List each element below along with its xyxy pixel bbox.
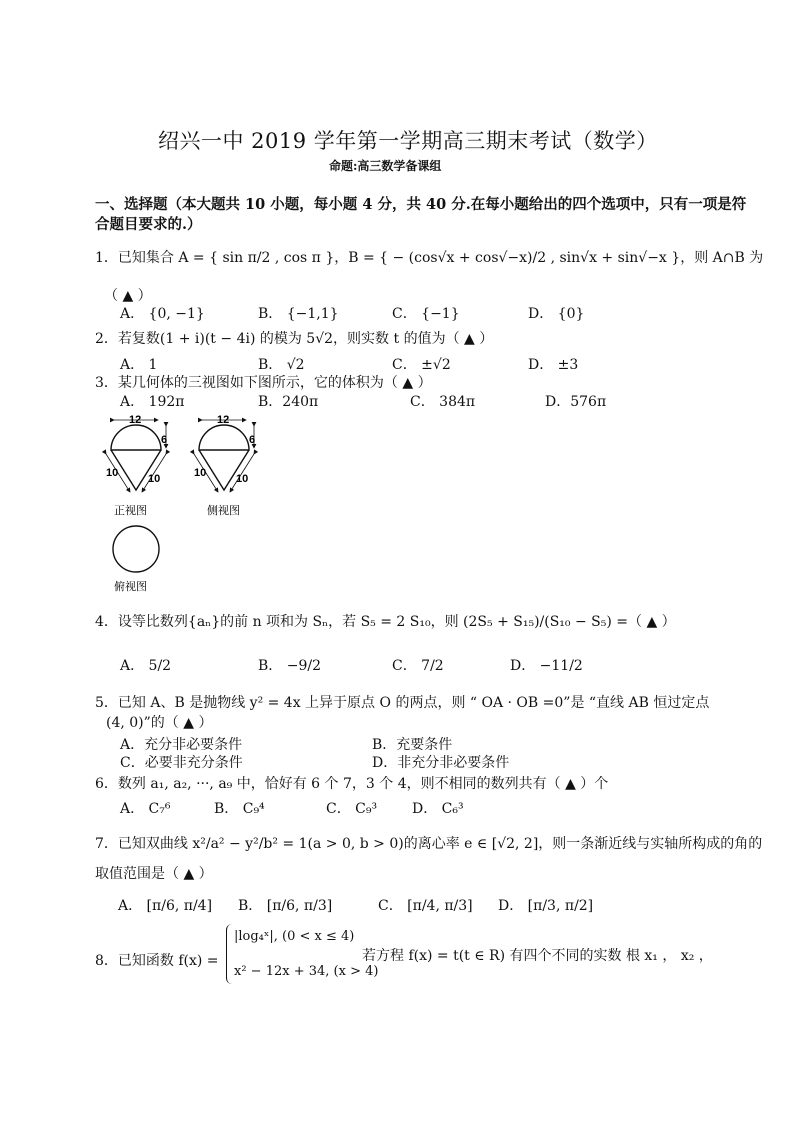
q1-option-c: C． {−1} — [392, 306, 460, 322]
q5-option-a: A．充分非必要条件 — [120, 737, 243, 753]
question-5-stem-cont: (4, 0)”的（ ▲ ） — [106, 715, 213, 731]
q8-case-1: |log₄ˣ|, (0 < x ≤ 4) — [234, 929, 355, 944]
question-2-stem: 2．若复数(1 + i)(t − 4i) 的模为 5√2，则实数 t 的值为（ ▲ ） — [95, 331, 494, 347]
q3-option-d: D．576π — [545, 394, 607, 410]
q5-option-b: B．充要条件 — [372, 737, 453, 753]
front-side-right-label: 10 — [148, 473, 161, 485]
q2-option-b: B． √2 — [258, 357, 305, 373]
side-side-right-label: 10 — [236, 473, 249, 485]
section-heading-line1: 一、选择题（本大题共 10 小题，每小题 4 分，共 40 分.在每小题给出的四个选项中，只有一项是符 — [95, 196, 747, 213]
q6-option-b: B． C₉⁴ — [214, 801, 265, 817]
question-3-stem: 3．某几何体的三视图如下图所示，它的体积为（ ▲ ） — [95, 375, 432, 391]
question-7-stem: 7．已知双曲线 x²/a² − y²/b² = 1(a > 0, b > 0)的离心率 e ∈ [√2, 2]，则一条渐近线与实轴所构成的角的 — [95, 836, 763, 852]
question-7-stem-cont: 取值范围是（ ▲ ） — [95, 866, 213, 882]
q3-option-c: C． 384π — [410, 394, 476, 410]
question-4-stem: 4．设等比数列{aₙ}的前 n 项和为 Sₙ，若 S₅ = 2 S₁₀，则 (2S₅ + S₁₅)/(S₁₀ − S₅) =（ ▲ ） — [95, 614, 676, 630]
q7-option-a: A． [π/6, π/4] — [118, 898, 213, 914]
question-8-stem-b: 若方程 f(x) = t(t ∈ R) 有四个不同的实数 根 x₁ ， x₂ ， — [362, 948, 713, 964]
page-subtitle: 命题:高三数学备课组 — [329, 159, 442, 173]
side-height-label: 6 — [249, 434, 256, 446]
q8-case-2: x² − 12x + 34, (x > 4) — [234, 964, 379, 979]
question-1-stem: 1．已知集合 A = { sin π/2 , cos π }，B = { − (cos√x + cos√−x)/2 , sin√x + sin√−x }，则 A∩B 为 — [95, 250, 764, 266]
top-view-label: 俯视图 — [114, 580, 147, 593]
question-5-stem: 5．已知 A、B 是抛物线 y² = 4x 上异于原点 O 的两点，则 “ OA · OB =0”是 “直线 AB 恒过定点 — [95, 695, 710, 711]
q4-option-b: B． −9/2 — [258, 658, 321, 674]
q2-option-a: A． 1 — [120, 357, 158, 373]
top-view — [113, 526, 159, 572]
q6-option-c: C． C₉³ — [326, 801, 378, 817]
q2-option-c: C． ±√2 — [392, 357, 451, 373]
front-side-left-label: 10 — [106, 467, 119, 479]
section-heading-line2: 合题目要求的.） — [95, 216, 202, 233]
question-1-blank: （ ▲ ） — [104, 288, 152, 304]
q3-option-b: B．240π — [258, 394, 319, 410]
q6-option-d: D． C₆³ — [412, 801, 464, 817]
front-view-label: 正视图 — [114, 504, 147, 517]
side-side-left-label: 10 — [194, 467, 207, 479]
side-width-label: 12 — [217, 414, 230, 426]
q4-option-a: A． 5/2 — [120, 658, 172, 674]
three-view-figure — [100, 410, 275, 600]
q6-option-a: A． C₇⁶ — [120, 801, 171, 817]
q1-option-a: A． {0, −1} — [120, 306, 205, 322]
q8-brace — [226, 924, 233, 984]
q1-option-b: B． {−1,1} — [258, 306, 339, 322]
q7-option-d: D． [π/3, π/2] — [498, 898, 594, 914]
q4-option-c: C． 7/2 — [392, 658, 444, 674]
q5-option-c: C．必要非充分条件 — [120, 755, 243, 771]
q5-option-d: D．非充分非必要条件 — [372, 755, 510, 771]
q4-option-d: D． −11/2 — [510, 658, 583, 674]
front-width-label: 12 — [129, 414, 142, 426]
q1-option-d: D． {0} — [528, 306, 585, 322]
front-height-label: 6 — [161, 434, 168, 446]
q2-option-d: D． ±3 — [528, 357, 579, 373]
q7-option-b: B． [π/6, π/3] — [238, 898, 333, 914]
question-8-stem-a: 8．已知函数 f(x) = — [95, 953, 219, 969]
q7-option-c: C． [π/4, π/3] — [378, 898, 473, 914]
page-title: 绍兴一中 2019 学年第一学期高三期末考试（数学） — [158, 129, 658, 153]
q3-option-a: A． 192π — [120, 394, 185, 410]
question-6-stem: 6．数列 a₁, a₂, ···, a₉ 中，恰好有 6 个 7，3 个 4，则不相同的数列共有（ ▲ ）个 — [95, 776, 609, 792]
side-view-label: 侧视图 — [207, 504, 240, 517]
